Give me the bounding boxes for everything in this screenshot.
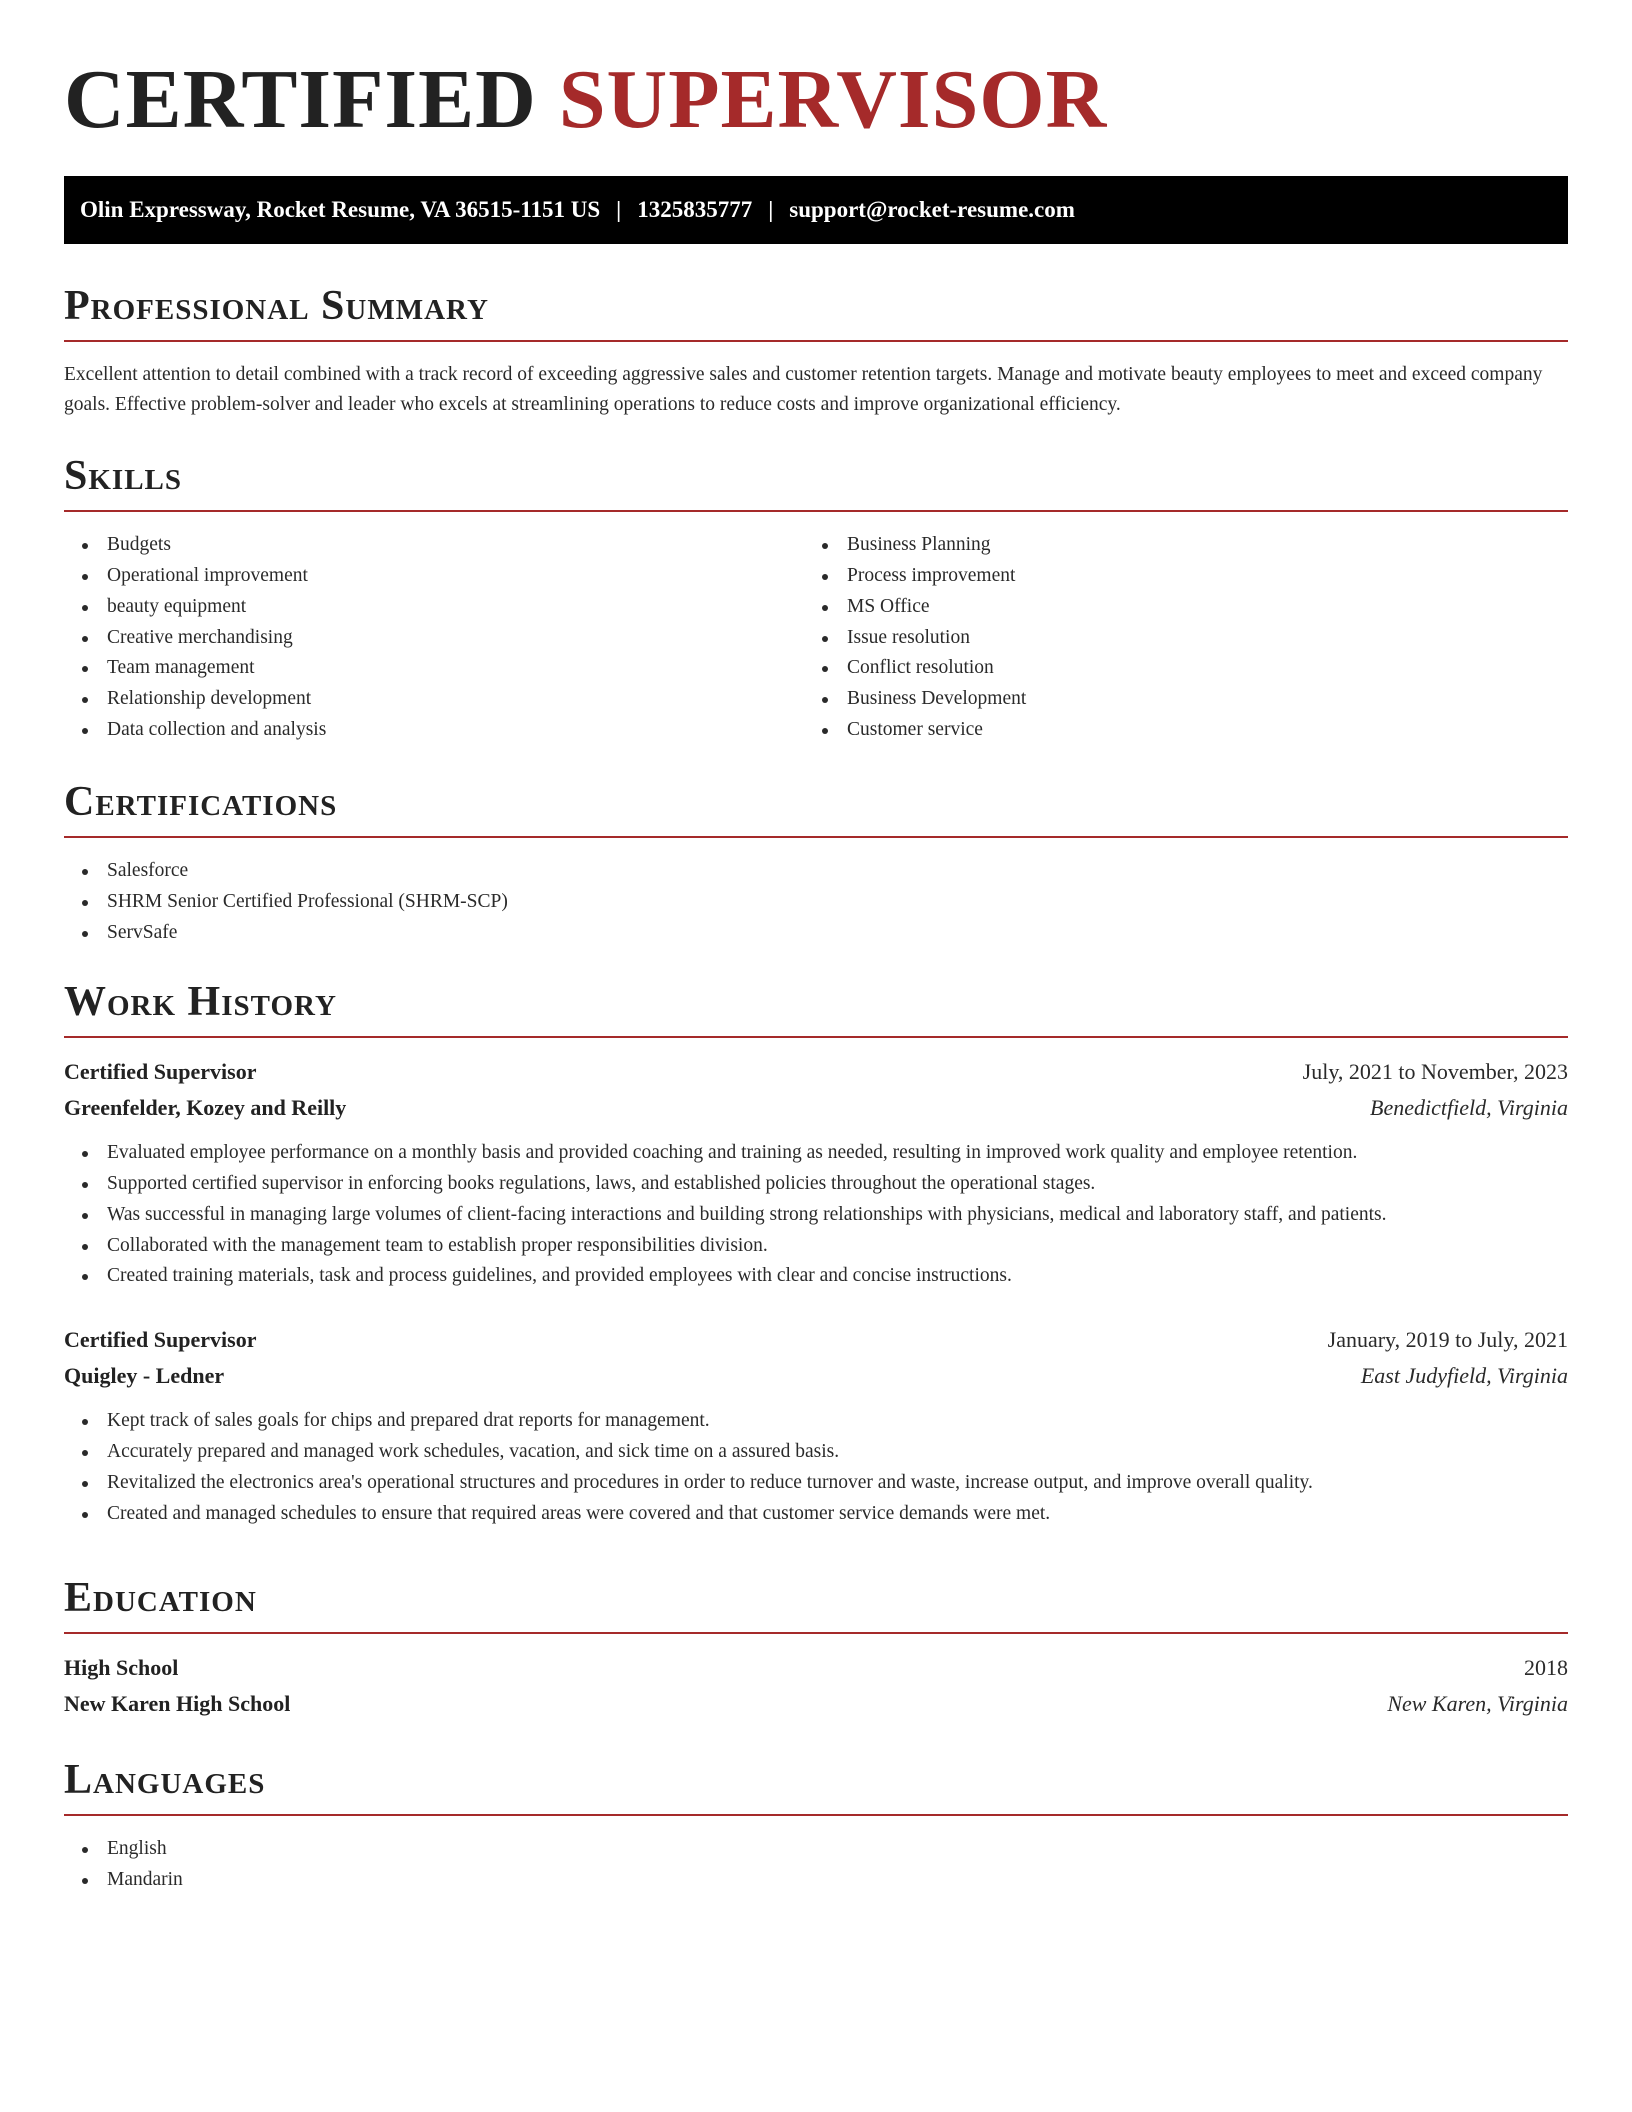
job-duty: Collaborated with the management team to establish proper responsibilities division. — [64, 1231, 1568, 1262]
job-company: Greenfelder, Kozey and Reilly — [64, 1095, 347, 1121]
contact-separator: | — [768, 197, 774, 222]
section-heading: Professional Summary — [64, 283, 489, 329]
job-company-row — [64, 1358, 1568, 1394]
skill-item: Business Planning — [804, 530, 1544, 561]
summary-section — [64, 282, 1568, 420]
job-title: Certified Supervisor — [64, 1059, 257, 1085]
education-header-row — [64, 1650, 1568, 1686]
job-dates: January, 2019 to July, 2021 — [1327, 1327, 1568, 1353]
job-entry — [64, 1054, 1568, 1292]
job-duty: Accurately prepared and managed work schedules, vacation, and sick time on a assured basis. — [64, 1437, 1568, 1468]
job-duty: Supported certified supervisor in enforcing books regulations, laws, and established policies throughout the operational stages. — [64, 1169, 1568, 1200]
certifications-list — [64, 856, 1568, 948]
section-heading: Skills — [64, 453, 183, 499]
skills-section — [64, 452, 1568, 746]
job-duty: Created and managed schedules to ensure that required areas were covered and that customer service demands were met. — [64, 1499, 1568, 1530]
certification-item: SHRM Senior Certified Professional (SHRM-SCP) — [64, 887, 1568, 918]
job-company: Quigley - Ledner — [64, 1363, 225, 1389]
skills-columns — [64, 530, 1568, 746]
skill-item: Team management — [64, 653, 804, 684]
skill-item: Data collection and analysis — [64, 715, 804, 746]
certification-item: ServSafe — [64, 918, 1568, 949]
job-duty: Created training materials, task and process guidelines, and provided employees with clear and concise instructions. — [64, 1261, 1568, 1292]
education-school-row — [64, 1686, 1568, 1722]
contact-email: support@rocket-resume.com — [789, 197, 1075, 222]
job-header-row — [64, 1054, 1568, 1090]
job-header-row — [64, 1322, 1568, 1358]
skill-item: Creative merchandising — [64, 623, 804, 654]
language-item: English — [64, 1834, 1568, 1865]
education-entry — [64, 1650, 1568, 1722]
job-dates: July, 2021 to November, 2023 — [1302, 1059, 1568, 1085]
section-heading: Languages — [64, 1757, 266, 1803]
skill-item: Customer service — [804, 715, 1544, 746]
skill-item: Conflict resolution — [804, 653, 1544, 684]
skill-item: MS Office — [804, 592, 1544, 623]
education-year: 2018 — [1524, 1655, 1568, 1681]
job-location: East Judyfield, Virginia — [1360, 1363, 1568, 1389]
skill-item: beauty equipment — [64, 592, 804, 623]
section-divider — [64, 1814, 1568, 1816]
skills-list-right — [804, 530, 1544, 746]
section-divider — [64, 340, 1568, 342]
section-divider — [64, 510, 1568, 512]
contact-address: Olin Expressway, Rocket Resume, VA 36515-1151 US — [80, 197, 601, 222]
skill-item: Business Development — [804, 684, 1544, 715]
job-title: Certified Supervisor — [64, 1327, 257, 1353]
job-duty: Revitalized the electronics area's operational structures and procedures in order to reduce turnover and waste, increase output, and improve overall quality. — [64, 1468, 1568, 1499]
skill-item: Process improvement — [804, 561, 1544, 592]
job-duty: Was successful in managing large volumes of client-facing interactions and building strong relationships with physicians, medical and laboratory staff, and patients. — [64, 1200, 1568, 1231]
contact-phone: 1325835777 — [637, 197, 753, 222]
section-heading: Education — [64, 1575, 257, 1621]
certification-item: Salesforce — [64, 856, 1568, 887]
job-duties-list — [64, 1138, 1568, 1292]
section-divider — [64, 1036, 1568, 1038]
education-school: New Karen High School — [64, 1691, 291, 1717]
section-heading: Work History — [64, 979, 337, 1025]
resume-title — [64, 52, 1107, 149]
job-location: Benedictfield, Virginia — [1370, 1095, 1568, 1121]
job-duty: Kept track of sales goals for chips and prepared drat reports for management. — [64, 1406, 1568, 1437]
skills-list-left — [64, 530, 804, 746]
skill-item: Issue resolution — [804, 623, 1544, 654]
section-divider — [64, 836, 1568, 838]
skill-item: Relationship development — [64, 684, 804, 715]
work-history-section — [64, 978, 1568, 1529]
languages-section — [64, 1756, 1568, 1896]
job-entry — [64, 1322, 1568, 1529]
summary-text: Excellent attention to detail combined with a track record of exceeding aggressive sales and customer retention targets. Manage and motivate beauty employees to meet and exceed company goals. Effective problem-solver and leader who excels at streamlining operations to reduce costs and improve organizational efficiency. — [64, 364, 1543, 416]
language-item: Mandarin — [64, 1865, 1568, 1896]
education-location: New Karen, Virginia — [1387, 1691, 1568, 1717]
contact-bar — [64, 176, 1568, 244]
skill-item: Operational improvement — [64, 561, 804, 592]
skill-item: Budgets — [64, 530, 804, 561]
job-duties-list — [64, 1406, 1568, 1529]
job-company-row — [64, 1090, 1568, 1126]
title-first-word: CERTIFIED — [64, 53, 537, 146]
certifications-section — [64, 778, 1568, 949]
job-duty: Evaluated employee performance on a monthly basis and provided coaching and training as needed, resulting in improved work quality and employee retention. — [64, 1138, 1568, 1169]
education-section — [64, 1574, 1568, 1722]
title-second-word: SUPERVISOR — [558, 53, 1108, 146]
languages-list — [64, 1834, 1568, 1896]
section-divider — [64, 1632, 1568, 1634]
section-heading: Certifications — [64, 779, 338, 825]
education-degree: High School — [64, 1655, 179, 1681]
contact-separator: | — [616, 197, 622, 222]
